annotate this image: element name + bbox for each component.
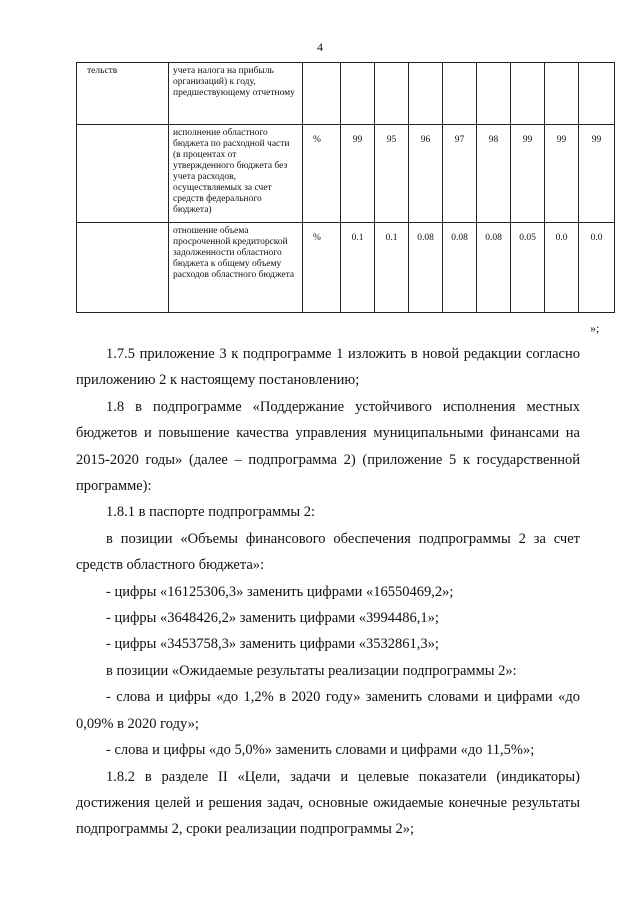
table-cell-value: 0.1: [341, 223, 375, 313]
table-cell-value: 0.1: [375, 223, 409, 313]
table-cell-responsible: [77, 223, 169, 313]
table-cell-responsible: [77, 125, 169, 223]
paragraph-replace-3: - цифры «3453758,3» заменить цифрами «3532861,3»;: [106, 636, 439, 653]
paragraph-funding-position: в позиции «Объемы финансового обеспечения подпрограммы 2 за счет средств областного бюджета»:: [76, 530, 580, 574]
table-cell-unit: %: [303, 125, 341, 223]
table-cell-value: 97: [443, 125, 477, 223]
table-cell-value: 99: [341, 125, 375, 223]
table-cell-indicator: отношение объема просроченной кредиторской задолженности областного бюджета к общему объему расходов областного бюджета: [169, 223, 303, 313]
table-cell-value: [375, 63, 409, 125]
table-row: [77, 223, 615, 313]
table-cell-value: 95: [375, 125, 409, 223]
table-cell-value: [477, 63, 511, 125]
paragraph-results-position: в позиции «Ожидаемые результаты реализации подпрограммы 2»:: [106, 662, 517, 679]
table-cell-value: 99: [579, 125, 615, 223]
table-row: [77, 125, 615, 223]
table-row: [77, 63, 615, 125]
document-body: [76, 341, 580, 843]
paragraph-replace-5: - слова и цифры «до 5,0%» заменить словами и цифрами «до 11,5%»;: [106, 742, 535, 759]
table-cell-value: 96: [409, 125, 443, 223]
table-cell-value: [511, 63, 545, 125]
table-cell-value: 0.08: [477, 223, 511, 313]
table-cell-indicator: учета налога на прибыль организаций) к году, предшествующему отчетному: [169, 63, 303, 125]
paragraph-1-7-5: 1.7.5 приложение 3 к подпрограмме 1 изложить в новой редакции согласно приложению 2 к настоящему постановлению;: [76, 346, 580, 389]
paragraph-replace-4: - слова и цифры «до 1,2% в 2020 году» заменить словами и цифрами «до 0,09% в 2020 году»;: [76, 689, 580, 732]
table-cell-value: 0.0: [579, 223, 615, 313]
table-cell-value: 99: [511, 125, 545, 223]
table-cell-unit: %: [303, 223, 341, 313]
paragraph-1-8: 1.8 в подпрограмме «Поддержание устойчивого исполнения местных бюджетов и повышение качества управления муниципальными финансами на 2015-2020 годы» (далее – подпрограмма 2) (приложение 5 к государственной программе):: [76, 398, 580, 495]
table-closing-quote: »;: [590, 321, 600, 335]
table-cell-value: [443, 63, 477, 125]
table-cell-indicator: исполнение областного бюджета по расходной части (в процентах от утвержденного бюджета без учета расходов, осуществляемых за счет средств федерального бюджета): [169, 125, 303, 223]
table-cell-value: [341, 63, 375, 125]
table-cell-value: 98: [477, 125, 511, 223]
table-cell-value: 0.05: [511, 223, 545, 313]
paragraph-replace-2: - цифры «3648426,2» заменить цифрами «3994486,1»;: [106, 610, 439, 627]
table-cell-value: 99: [545, 125, 579, 223]
table-cell-value: [409, 63, 443, 125]
table-cell-value: 0.08: [409, 223, 443, 313]
paragraph-1-8-1: 1.8.1 в паспорте подпрограммы 2:: [106, 504, 316, 521]
table-cell-value: [545, 63, 579, 125]
table-cell-responsible: тельств: [77, 63, 169, 125]
table-cell-unit: [303, 63, 341, 125]
table-cell-value: [579, 63, 615, 125]
paragraph-replace-1: - цифры «16125306,3» заменить цифрами «16550469,2»;: [106, 583, 454, 600]
page-number: 4: [317, 40, 323, 54]
paragraph-1-8-2: 1.8.2 в разделе II «Цели, задачи и целевые показатели (индикаторы) достижения целей и решения задач, основные ожидаемые конечные результаты подпрограммы 2, сроки реализации подпрограммы 2»;: [76, 768, 580, 838]
indicators-table: [76, 62, 615, 313]
table-cell-value: 0.08: [443, 223, 477, 313]
table-cell-value: 0.0: [545, 223, 579, 313]
